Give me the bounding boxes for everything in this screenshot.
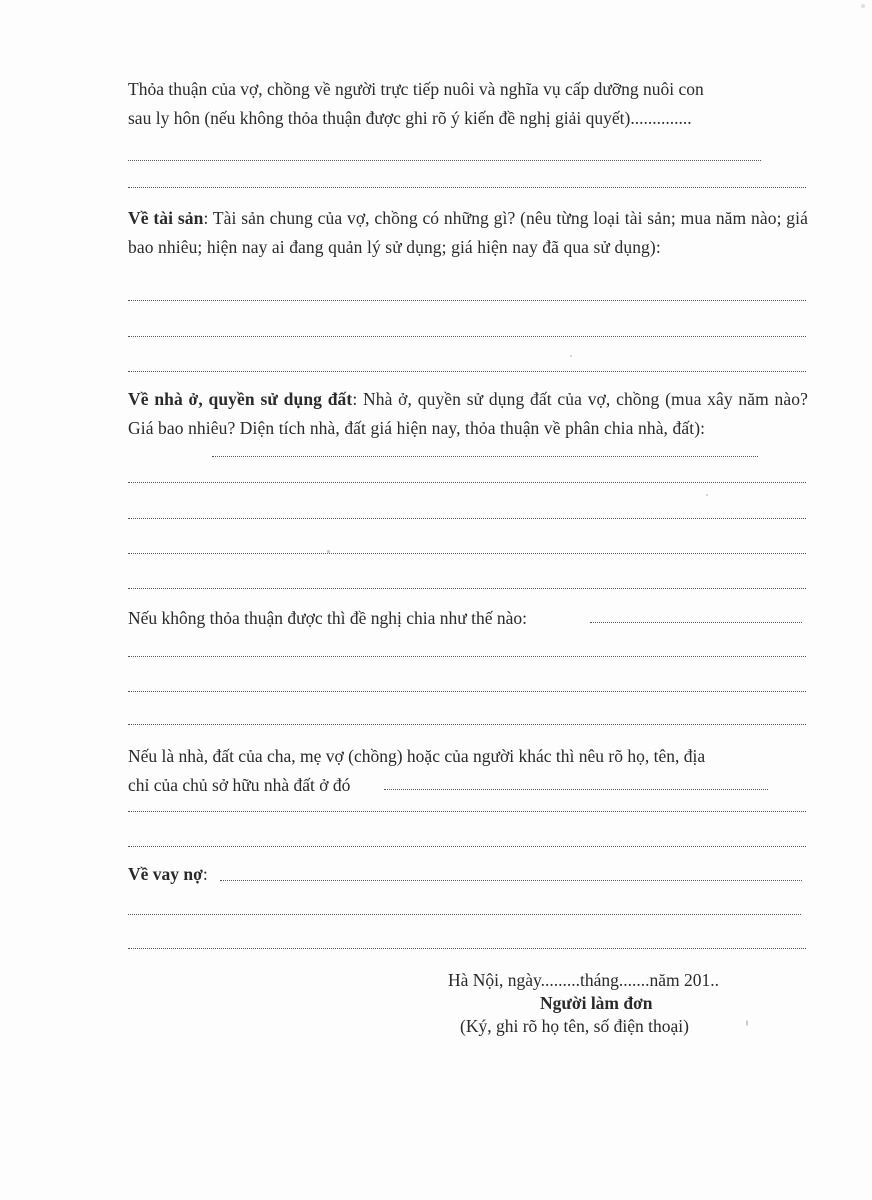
debt-section — [128, 860, 208, 889]
fill-line — [590, 622, 802, 623]
fill-line — [128, 300, 806, 301]
housing-heading: Về nhà ở, quyền sử dụng đất — [128, 389, 353, 409]
signer-title: Người làm đơn — [540, 993, 653, 1013]
third-party-owner-line-1: Nếu là nhà, đất của cha, mẹ vợ (chồng) hoặc của người khác thì nêu rõ họ, tên, địa — [128, 746, 706, 766]
housing-text: : Nhà ở, quyền sử dụng đất của vợ, chồng (mua xây năm nào? Giá bao nhiêu? Diện tích nhà, đất giá hiện nay, thỏa thuận về phân chia nhà, đất): — [128, 389, 808, 438]
date-line: Hà Nội, ngày.........tháng.......năm 201.. — [448, 970, 720, 990]
custody-agreement-line-1: Thỏa thuận của vợ, chồng về người trực tiếp nuôi và nghĩa vụ cấp dưỡng nuôi con — [128, 79, 704, 99]
scan-speck — [746, 1020, 748, 1026]
fill-line — [128, 518, 806, 519]
fill-line — [128, 336, 806, 337]
third-party-owner-line-2: chỉ của chủ sở hữu nhà đất ở đó — [128, 775, 351, 795]
debt-heading: Về vay nợ — [128, 864, 203, 884]
fill-line — [128, 691, 806, 692]
fill-line — [128, 948, 806, 949]
fill-line — [128, 160, 761, 161]
fill-line — [128, 553, 806, 554]
property-heading: Về tài sản — [128, 208, 204, 228]
scan-speck — [706, 494, 708, 496]
division-proposal-label: Nếu không thỏa thuận được thì đề nghị chia như thế nào: — [128, 608, 528, 628]
debt-colon: : — [202, 864, 208, 884]
fill-line — [220, 880, 802, 881]
fill-line — [212, 456, 758, 457]
fill-line — [128, 482, 806, 483]
fill-line — [128, 371, 806, 372]
fill-line — [128, 846, 806, 847]
fill-line — [128, 811, 806, 812]
property-text: : Tài sản chung của vợ, chồng có những gì? (nêu từng loại tài sản; mua năm nào; giá bao nhiêu; hiện nay ai đang quản lý sử dụng; giá hiện nay đã qua sử dụng): — [128, 208, 808, 257]
fill-line — [128, 724, 806, 725]
scan-speck — [570, 355, 572, 357]
property-section — [128, 204, 808, 262]
fill-line — [128, 588, 806, 589]
fill-line — [128, 914, 801, 915]
fill-line — [128, 656, 806, 657]
housing-section — [128, 385, 808, 443]
fill-line — [384, 789, 768, 790]
scan-speck — [327, 550, 330, 553]
fill-line — [128, 187, 806, 188]
scan-speck — [861, 4, 865, 8]
custody-agreement-line-2: sau ly hôn (nếu không thỏa thuận được ghi rõ ý kiến đề nghị giải quyết).............. — [128, 108, 692, 128]
signer-instructions: (Ký, ghi rõ họ tên, số điện thoại) — [460, 1016, 689, 1036]
